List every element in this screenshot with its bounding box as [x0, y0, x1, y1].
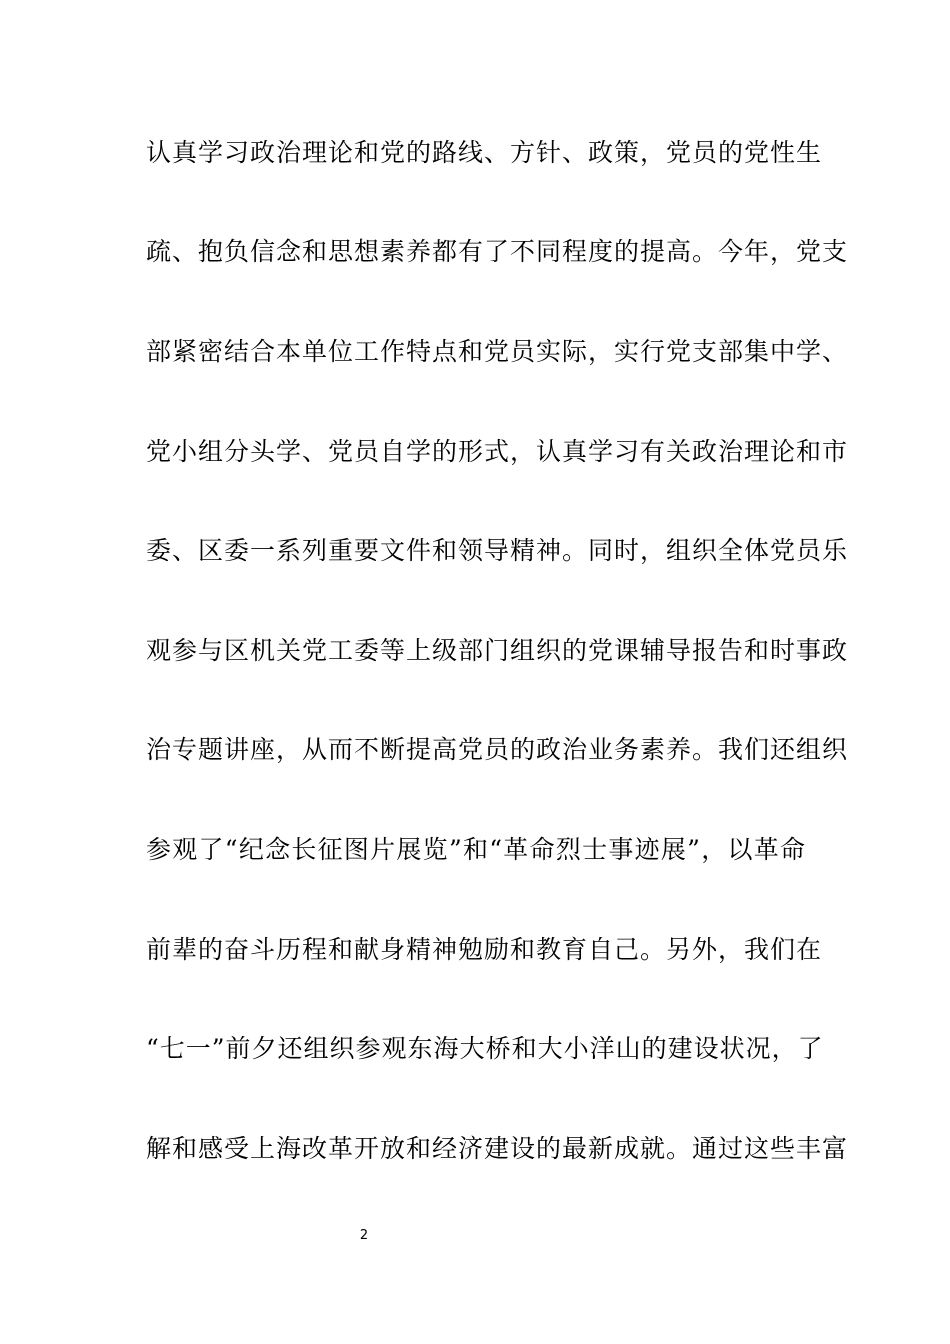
body-text-line: 部紧密结合本单位工作特点和党员实际，实行党支部集中学、 [146, 337, 849, 366]
body-text-line: 疏、抱负信念和思想素养都有了不同程度的提高。今年，党支 [146, 237, 849, 266]
body-text-line: 认真学习政治理论和党的路线、方针、政策，党员的党性生 [146, 138, 823, 167]
body-text-line: 参观了“纪念长征图片展览”和“革命烈士事迹展”，以革命 [146, 835, 806, 864]
body-text-line: 观参与区机关党工委等上级部门组织的党课辅导报告和时事政 [146, 636, 849, 665]
body-text-line: 前辈的奋斗历程和献身精神勉励和教育自己。另外，我们在 [146, 935, 823, 964]
body-text-line: “七一”前夕还组织参观东海大桥和大小洋山的建设状况，了 [146, 1034, 824, 1063]
body-text-line: 治专题讲座，从而不断提高党员的政治业务素养。我们还组织 [146, 735, 849, 764]
body-text-line: 解和感受上海改革开放和经济建设的最新成就。通过这些丰富 [146, 1134, 849, 1163]
body-text-line: 委、区委一系列重要文件和领导精神。同时，组织全体党员乐 [146, 536, 849, 565]
body-text-line: 党小组分头学、党员自学的形式，认真学习有关政治理论和市 [146, 437, 849, 466]
page-number: 2 [359, 1228, 369, 1243]
